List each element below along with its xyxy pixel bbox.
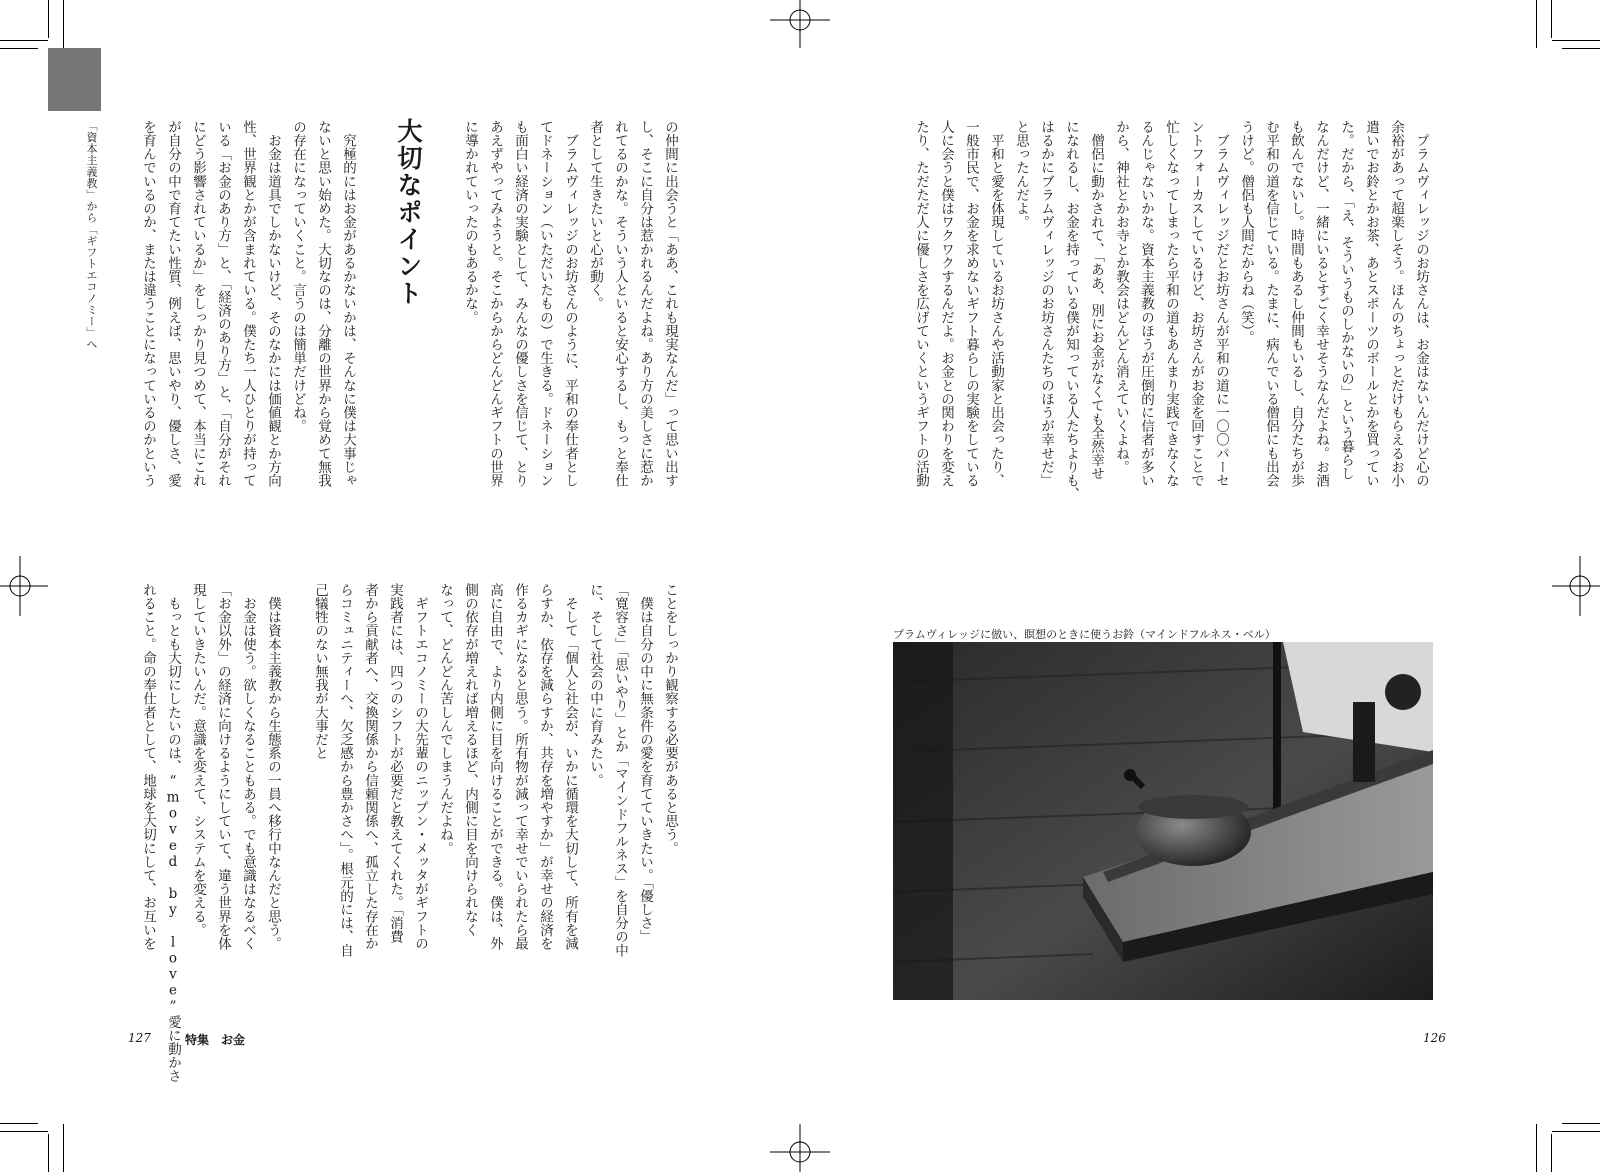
left-upper-key-text: 究極的にはお金があるかないかは、そんなに僕は大事じゃ ないと思い始めた。大切なのは、分離の世界から覚めて無我 の存在になっていくこと。言うのは簡単だけどね。 お金は道具でしかないけど、そのなかには価値観とか方向 性、世界観とかが含まれている。僕たち一人ひとりが持って いる「お金のあり方」と、「経済のあり方」と、「自分がそれ にどう影響されているか」をしっかり見つめて、本当にこれ が自分の中で育てたい性質、例えば、思いやり、優しさ、愛 を育んでいるのか、または違うことになっているのかという bbox=[140, 120, 356, 488]
running-head: 「資本主義教」から「ギフトエコノミー」へ bbox=[85, 120, 98, 350]
chapter-tab bbox=[48, 48, 101, 111]
right-upper-text: プラムヴィレッジのお坊さんは、お金はないんだけど心の 余裕があって超楽しそう。ほんのちょっとだけもらえるお小 遣いでお鈴とかお茶、あとスポーツのボールとかを買ってい た。だから、「え、そういうものしかないの」という暮らし なんだけど、一緒にいるとすごく幸せそうなんだよね。お酒 も飲んでないし。時間もあるし仲間もいるし、自分たちが歩 む平和の道を信じている。たまに、病んでいる僧侶にも出会 うけど。僧侶も人間だからね（笑）。 ブラムヴィレッジだとお坊さんが平和の道に一〇〇パーセ ントフォーカスしているけど、お坊さんがお金を回すことで 忙しくなってしまったら平和の道もあんまり実践できなくな るんじゃないかな。資本主義教のほうが圧倒的に信者が多い から、神社とかお寺とか教会はどんどん消えていくよね。 僧侶に動かされて、「ああ、別にお金がなくても全然幸せ になれるし、お金を持っている僕が知っている人たちよりも、 はるかにブラムヴィレッジのお坊さんたちのほうが幸せだ」 と思ったんだよ。 平和と愛を体現しているお坊さんや活動家と出会ったり、 一般市民で、お金を求めないギフト暮らしの実験をしている 人に会うと僕はワクワクするんだよ。お金との関わりを変え たり、ただただ人に優しさを広げていくというギフトの活動 bbox=[913, 120, 1429, 501]
left-lower-text-b: 僕は資本主義教から生態系の一員へ移行中なんだと思う。 お金は使う。欲しくなることもある。でも意識はなるべく 「お金以外」の経済に向けるようにしていて、違う世界を体 現していきたいんだ。意識を変えて、システムを変える。 もっとも大切にしたいのは、“moved by love”愛に動かさ れること。命の奉仕者として、地球を大切にして、お互いを bbox=[140, 583, 281, 1083]
registration-mark-top bbox=[760, 0, 840, 48]
photo-caption: プラムヴィレッジに倣い、瞑想のときに使うお鈴（マインドフルネス・ベル） bbox=[893, 628, 1276, 641]
meditation-bell-photo bbox=[893, 642, 1433, 1000]
section-heading: 大切なポイント bbox=[394, 118, 423, 307]
page-number-right: 126 bbox=[1423, 1031, 1446, 1045]
left-upper-intro-text: の仲間に出会うと「ああ、これも現実なんだ」って思い出す し、そこに自分は惹かれるんだよね。あり方の美しさに惹か れてるのかな。そういう人といると安心するし、もっと奉仕 者として生きたいと心が動く。 ブラムヴィレッジのお坊さんのように、平和の奉仕者とし てドネーション（いただいたもの）で生きる。ドネーション も面白い経済の実験として、みんなの優しさを信じて、とり あえずやってみようと。そこからからどんどんギフトの世界 に導かれていったのもあるかな。 bbox=[462, 120, 678, 488]
registration-mark-bottom bbox=[760, 1124, 840, 1172]
registration-mark-left bbox=[0, 546, 48, 626]
registration-mark-right bbox=[1552, 546, 1600, 626]
left-lower-text-a: ことをしっかり観察する必要があると思う。 僕は自分の中に無条件の愛を育てていきたい。「優しさ」 「寛容さ」「思いやり」とか「マインドフルネス」を自分の中 に、そして社会の中に育みたい。 そして「個人と社会が、いかに循環を大切して、所有を減 らすか、依存を減らすか、共存を増やすか」が幸せの経済を 作るカギになると思う。所有物が減って幸せでいられたら最 高に自由で、より内側に目を向けることができる。僕は、外 側の依存が増えれば増えるほど、内側に目を向けられなく なって、どんどん苦しんでしまうんだよね。 ギフトエコノミーの大先輩のニップン・メッタがギフトの 実践者には、四つのシフトが必要だと教えてくれた。「消費 者から貢献者へ、交換関係から信頼関係へ、孤立した存在か らコミュニティーへ、欠乏感から豊かさへ」。根元的には、自 己犠牲のない無我が大事だと bbox=[312, 583, 678, 958]
section-label: 特集 お金 bbox=[185, 1033, 246, 1047]
page-number-left: 127 bbox=[128, 1031, 151, 1045]
